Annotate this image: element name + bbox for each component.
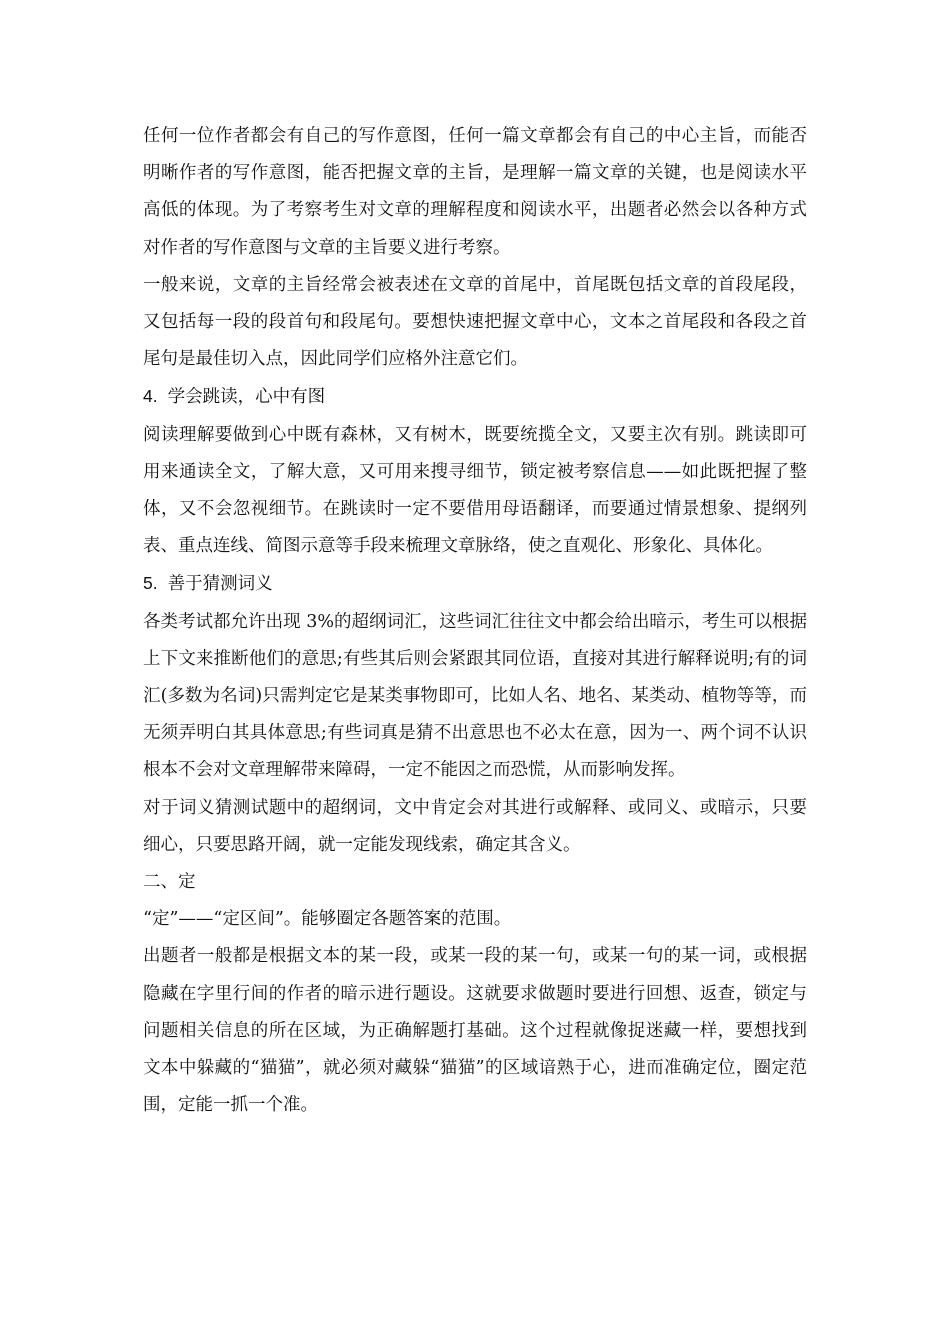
- heading-ding: 二、定: [143, 872, 196, 893]
- paragraph-skim-reading: 阅读理解要做到心中既有森林，又有树木，既要统揽全文，又要主次有别。跳读即可用来通读全文，了解大意，又可用来搜寻细节，锁定被考察信息——如此既把握了整体，又不会忽视细节。在跳读时一定不要借用母语翻译，而要通过情景想象、提纲列表、重点连线、简图示意等手段来梳理文章脉络，使之直观化、形象化、具体化。: [143, 424, 807, 557]
- document-page: [143, 118, 807, 1124]
- paragraph-guess-words: 各类考试都允许出现 3%的超纲词汇，这些词汇往往文中都会给出暗示，考生可以根据上下文来推断他们的意思;有些其后则会紧跟其同位语，直接对其进行解释说明;有的词汇(多数为名词)只需判定它是某类事物即可，比如人名、地名、某类动、植物等等，而无须弄明白其具体意思;有些词真是猜不出意思也不必太在意，因为一、两个词不认识根本不会对文章理解带来障碍，一定不能因之而恐慌，从而影响发挥。: [143, 611, 807, 781]
- paragraph-outline-words: 对于词义猜测试题中的超纲词，文中肯定会对其进行或解释、或同义、或暗示，只要细心，只要思路开阔，就一定能发现线索，确定其含义。: [143, 797, 807, 855]
- paragraph-head-tail: 一般来说，文章的主旨经常会被表述在文章的首尾中，首尾既包括文章的首段尾段，又包括每一段的段首句和段尾句。要想快速把握文章中心，文本之首尾段和各段之首尾句是最佳切入点，因此同学们应格外注意它们。: [143, 274, 807, 370]
- heading-skim-reading: [143, 378, 807, 416]
- paragraph-ding-definition: “定”——“定区间”。能够圈定各题答案的范围。: [143, 909, 512, 930]
- paragraph-author-intent: 任何一位作者都会有自己的写作意图，任何一篇文章都会有自己的中心主旨，而能否明晰作者的写作意图，能否把握文章的主旨，是理解一篇文章的关键，也是阅读水平高低的体现。为了考察考生对文章的理解程度和阅读水平，出题者必然会以各种方式对作者的写作意图与文章的主旨要义进行考察。: [143, 126, 807, 258]
- heading-guess-words: [143, 565, 807, 603]
- heading-text: 学会跳读，心中有图: [167, 387, 326, 408]
- heading-text: 善于猜测词义: [167, 574, 273, 595]
- heading-number: 5.: [143, 573, 158, 594]
- paragraph-locate-range: 出题者一般都是根据文本的某一段，或某一段的某一句，或某一句的某一词，或根据隐藏在字里行间的作者的暗示进行题设。这就要求做题时要进行回想、返查，锁定与问题相关信息的所在区域，为正确解题打基础。这个过程就像捉迷藏一样，要想找到文本中躲藏的“猫猫”，就必须对藏躲“猫猫”的区域谙熟于心，进而准确定位，圈定范围，定能一抓一个准。: [143, 946, 807, 1116]
- heading-number: 4.: [143, 386, 158, 407]
